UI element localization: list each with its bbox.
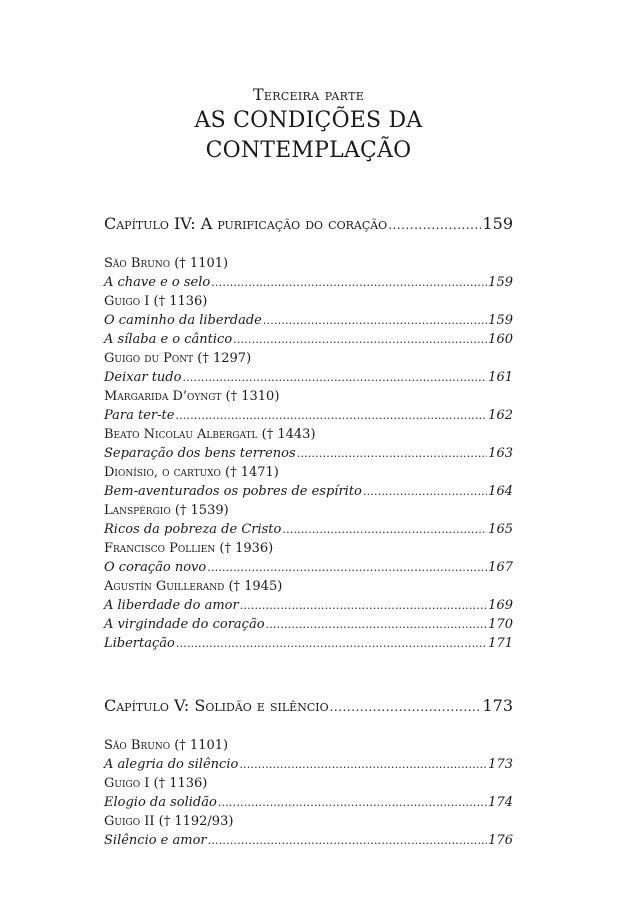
entry-title: Elogio da solidão <box>104 795 217 810</box>
toc-entry[interactable] <box>104 330 513 349</box>
chapter-heading[interactable] <box>104 695 513 718</box>
entry-page-number: 159 <box>488 275 513 290</box>
entry-title: A virgindade do coração <box>104 617 265 632</box>
toc-entry[interactable] <box>104 311 513 330</box>
dot-leader <box>176 634 487 653</box>
toc-entry[interactable] <box>104 831 513 850</box>
author-line: Beato Nicolau Albergatl († 1443) <box>104 427 316 442</box>
table-of-contents <box>104 213 513 850</box>
entry-title: A liberdade do amor <box>104 598 239 613</box>
chapter-title: Capítulo IV: A purificação do coração <box>104 214 388 233</box>
entry-page-number: 162 <box>488 408 513 423</box>
toc-entry[interactable] <box>104 482 513 501</box>
entry-page-number: 176 <box>488 833 513 848</box>
entry-page-number: 163 <box>488 446 513 461</box>
entry-page-number: 173 <box>488 757 513 772</box>
entry-title: O caminho da liberdade <box>104 313 262 328</box>
entry-title: O coração novo <box>104 560 207 575</box>
dot-leader <box>266 615 488 634</box>
entry-page-number: 164 <box>488 484 513 499</box>
author-line: São Bruno († 1101) <box>104 256 229 271</box>
entry-title: Bem-aventurados os pobres de espírito <box>104 484 362 499</box>
entry-title: A chave e o selo <box>104 275 211 290</box>
author-line: São Bruno († 1101) <box>104 738 229 753</box>
toc-entry[interactable] <box>104 615 513 634</box>
author-line: Guigo I († 1136) <box>104 294 208 309</box>
entry-page-number: 167 <box>488 560 513 575</box>
entry-title: Deixar tudo <box>104 370 182 385</box>
entry-page-number: 165 <box>488 522 513 537</box>
entry-title: Separação dos bens terrenos <box>104 446 296 461</box>
dot-leader <box>208 831 488 850</box>
toc-entry[interactable] <box>104 596 513 615</box>
toc-entry[interactable] <box>104 406 513 425</box>
toc-entry[interactable] <box>104 444 513 463</box>
toc-entry[interactable] <box>104 368 513 387</box>
chapter-entries <box>104 254 513 653</box>
toc-entry[interactable] <box>104 520 513 539</box>
toc-entry[interactable] <box>104 634 513 653</box>
dot-leader <box>330 696 482 718</box>
dot-leader <box>233 330 487 349</box>
entry-page-number: 159 <box>488 313 513 328</box>
toc-entry[interactable] <box>104 273 513 292</box>
dot-leader <box>297 444 487 463</box>
chapter-page-number: 159 <box>482 214 513 233</box>
dot-leader <box>207 558 487 577</box>
entry-title: A alegria do silêncio <box>104 757 239 772</box>
dot-leader <box>388 214 481 236</box>
author-line: Francisco Pollien († 1936) <box>104 541 274 556</box>
toc-entry[interactable] <box>104 755 513 774</box>
dot-leader <box>175 406 487 425</box>
entry-page-number: 160 <box>488 332 513 347</box>
dot-leader <box>182 368 487 387</box>
entry-title: Ricos da pobreza de Cristo <box>104 522 282 537</box>
dot-leader <box>363 482 487 501</box>
dot-leader <box>239 755 487 774</box>
entry-title: A sílaba e o cântico <box>104 332 233 347</box>
part-title: AS CONDIÇÕES DA CONTEMPLAÇÃO <box>194 108 423 163</box>
entry-page-number: 170 <box>488 617 513 632</box>
dot-leader <box>263 311 487 330</box>
author-line: Lanspérgio († 1539) <box>104 503 229 518</box>
entry-title: Libertação <box>104 636 175 651</box>
chapter-heading[interactable] <box>104 213 513 236</box>
chapter-entries <box>104 736 513 850</box>
toc-entry[interactable] <box>104 558 513 577</box>
dot-leader <box>282 520 487 539</box>
dot-leader <box>240 596 487 615</box>
part-label: Terceira parte <box>252 85 365 104</box>
author-line: Guigo I († 1136) <box>104 776 208 791</box>
entry-page-number: 169 <box>488 598 513 613</box>
entry-page-number: 174 <box>488 795 513 810</box>
entry-page-number: 161 <box>488 370 513 385</box>
author-line: Agustín Guillerand († 1945) <box>104 579 283 594</box>
entry-title: Para ter-te <box>104 408 175 423</box>
chapter-page-number: 173 <box>482 696 513 715</box>
author-line: Guigo II († 1192/93) <box>104 814 234 829</box>
entry-title: Silêncio e amor <box>104 833 207 848</box>
toc-entry[interactable] <box>104 793 513 812</box>
chapter-title: Capítulo V: Solidão e silêncio <box>104 696 329 715</box>
author-line: Guigo du Pont († 1297) <box>104 351 252 366</box>
part-heading <box>96 0 521 166</box>
dot-leader <box>211 273 487 292</box>
dot-leader <box>218 793 487 812</box>
author-line: Dionísio, o cartuxo († 1471) <box>104 465 279 480</box>
author-line: Margarida D’oyngt († 1310) <box>104 389 280 404</box>
entry-page-number: 171 <box>488 636 513 651</box>
